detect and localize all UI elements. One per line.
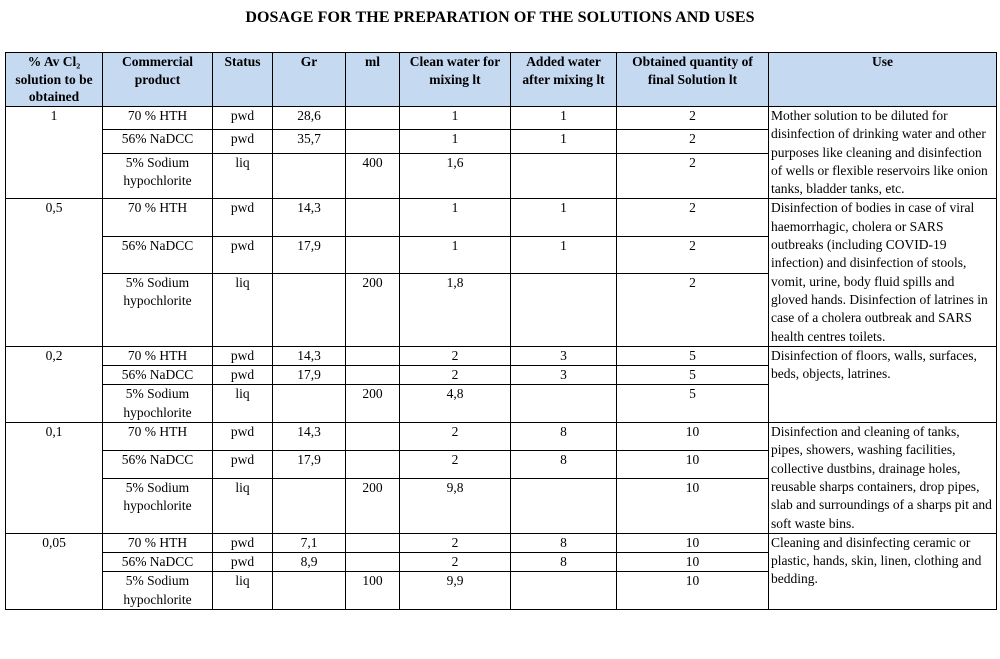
- table-row: [6, 346, 997, 365]
- obtained-quantity-cell: 5: [617, 346, 769, 365]
- product-cell: 56% NaDCC: [103, 366, 213, 385]
- status-cell: liq: [213, 385, 273, 423]
- added-water-cell: 1: [511, 130, 617, 153]
- obtained-quantity-cell: 2: [617, 153, 769, 199]
- concentration-cell: 0,1: [6, 423, 103, 534]
- product-cell: 56% NaDCC: [103, 451, 213, 479]
- use-cell: Mother solution to be diluted for disinfection of drinking water and other purposes like cleaning and disinfection of wells or flexible reservoirs like onion tanks, bladder tanks, etc.: [769, 107, 997, 199]
- clean-water-cell: 9,8: [400, 479, 511, 534]
- header-obtained-quantity: Obtained quantity of final Solution lt: [617, 53, 769, 107]
- concentration-cell: 0,5: [6, 199, 103, 346]
- header-concentration: % Av Cl₂ solution to be obtained: [6, 53, 103, 107]
- gr-cell: [273, 274, 346, 347]
- ml-cell: [346, 553, 400, 572]
- clean-water-cell: 1,8: [400, 274, 511, 347]
- status-cell: pwd: [213, 366, 273, 385]
- product-cell: 56% NaDCC: [103, 236, 213, 273]
- clean-water-cell: 9,9: [400, 572, 511, 610]
- ml-cell: [346, 107, 400, 130]
- dosage-table: [5, 52, 997, 610]
- ml-cell: [346, 236, 400, 273]
- added-water-cell: 8: [511, 451, 617, 479]
- product-cell: 5% Sodium hypochlorite: [103, 153, 213, 199]
- added-water-cell: 3: [511, 346, 617, 365]
- ml-cell: [346, 533, 400, 552]
- header-status: Status: [213, 53, 273, 107]
- status-cell: liq: [213, 153, 273, 199]
- status-cell: liq: [213, 274, 273, 347]
- added-water-cell: 1: [511, 107, 617, 130]
- clean-water-cell: 2: [400, 346, 511, 365]
- gr-cell: 14,3: [273, 199, 346, 236]
- ml-cell: [346, 451, 400, 479]
- added-water-cell: [511, 385, 617, 423]
- added-water-cell: 1: [511, 199, 617, 236]
- header-clean-water: Clean water for mixing lt: [400, 53, 511, 107]
- gr-cell: 14,3: [273, 346, 346, 365]
- obtained-quantity-cell: 5: [617, 366, 769, 385]
- gr-cell: [273, 572, 346, 610]
- concentration-cell: 1: [6, 107, 103, 199]
- product-cell: 5% Sodium hypochlorite: [103, 572, 213, 610]
- status-cell: pwd: [213, 423, 273, 451]
- obtained-quantity-cell: 2: [617, 274, 769, 347]
- added-water-cell: 1: [511, 236, 617, 273]
- ml-cell: 200: [346, 274, 400, 347]
- clean-water-cell: 2: [400, 423, 511, 451]
- added-water-cell: [511, 479, 617, 534]
- obtained-quantity-cell: 2: [617, 130, 769, 153]
- ml-cell: [346, 346, 400, 365]
- table-row: [6, 423, 997, 451]
- product-cell: 70 % HTH: [103, 107, 213, 130]
- obtained-quantity-cell: 10: [617, 423, 769, 451]
- added-water-cell: 8: [511, 533, 617, 552]
- product-cell: 70 % HTH: [103, 423, 213, 451]
- status-cell: pwd: [213, 199, 273, 236]
- product-cell: 70 % HTH: [103, 199, 213, 236]
- gr-cell: 8,9: [273, 553, 346, 572]
- ml-cell: 400: [346, 153, 400, 199]
- obtained-quantity-cell: 5: [617, 385, 769, 423]
- clean-water-cell: 4,8: [400, 385, 511, 423]
- gr-cell: 17,9: [273, 236, 346, 273]
- gr-cell: 35,7: [273, 130, 346, 153]
- obtained-quantity-cell: 2: [617, 199, 769, 236]
- added-water-cell: [511, 572, 617, 610]
- gr-cell: [273, 479, 346, 534]
- header-gr: Gr: [273, 53, 346, 107]
- product-cell: 56% NaDCC: [103, 553, 213, 572]
- obtained-quantity-cell: 10: [617, 553, 769, 572]
- status-cell: liq: [213, 479, 273, 534]
- table-row: [6, 533, 997, 552]
- clean-water-cell: 2: [400, 533, 511, 552]
- added-water-cell: [511, 153, 617, 199]
- clean-water-cell: 2: [400, 451, 511, 479]
- concentration-cell: 0,05: [6, 533, 103, 609]
- status-cell: pwd: [213, 533, 273, 552]
- header-added-water: Added water after mixing lt: [511, 53, 617, 107]
- ml-cell: [346, 199, 400, 236]
- ml-cell: 100: [346, 572, 400, 610]
- gr-cell: [273, 153, 346, 199]
- gr-cell: 14,3: [273, 423, 346, 451]
- page-title: DOSAGE FOR THE PREPARATION OF THE SOLUTIONS AND USES: [245, 9, 755, 26]
- product-cell: 5% Sodium hypochlorite: [103, 274, 213, 347]
- use-cell: Cleaning and disinfecting ceramic or plastic, hands, skin, linen, clothing and bedding.: [769, 533, 997, 609]
- clean-water-cell: 2: [400, 366, 511, 385]
- table-row: [6, 107, 997, 130]
- obtained-quantity-cell: 2: [617, 107, 769, 130]
- gr-cell: 7,1: [273, 533, 346, 552]
- header-ml: ml: [346, 53, 400, 107]
- obtained-quantity-cell: 10: [617, 533, 769, 552]
- obtained-quantity-cell: 10: [617, 572, 769, 610]
- header-product: Commercial product: [103, 53, 213, 107]
- status-cell: pwd: [213, 451, 273, 479]
- header-row: [6, 53, 997, 107]
- clean-water-cell: 1: [400, 130, 511, 153]
- status-cell: liq: [213, 572, 273, 610]
- product-cell: 5% Sodium hypochlorite: [103, 479, 213, 534]
- ml-cell: 200: [346, 479, 400, 534]
- gr-cell: [273, 385, 346, 423]
- added-water-cell: 8: [511, 553, 617, 572]
- status-cell: pwd: [213, 346, 273, 365]
- product-cell: 70 % HTH: [103, 346, 213, 365]
- status-cell: pwd: [213, 107, 273, 130]
- use-cell: Disinfection and cleaning of tanks, pipes, showers, washing facilities, collective dustbins, drainage holes, reusable sharps containers, drop pipes, slab and surroundings of a sharps pit and soft waste bins.: [769, 423, 997, 534]
- product-cell: 70 % HTH: [103, 533, 213, 552]
- clean-water-cell: 2: [400, 553, 511, 572]
- obtained-quantity-cell: 10: [617, 451, 769, 479]
- clean-water-cell: 1: [400, 199, 511, 236]
- ml-cell: [346, 366, 400, 385]
- ml-cell: 200: [346, 385, 400, 423]
- gr-cell: 17,9: [273, 366, 346, 385]
- ml-cell: [346, 130, 400, 153]
- status-cell: pwd: [213, 236, 273, 273]
- status-cell: pwd: [213, 553, 273, 572]
- use-cell: Disinfection of floors, walls, surfaces, beds, objects, latrines.: [769, 346, 997, 422]
- header-use: Use: [769, 53, 997, 107]
- ml-cell: [346, 423, 400, 451]
- product-cell: 56% NaDCC: [103, 130, 213, 153]
- dosage-body: [6, 107, 997, 610]
- gr-cell: 17,9: [273, 451, 346, 479]
- added-water-cell: 8: [511, 423, 617, 451]
- table-row: [6, 199, 997, 236]
- gr-cell: 28,6: [273, 107, 346, 130]
- product-cell: 5% Sodium hypochlorite: [103, 385, 213, 423]
- obtained-quantity-cell: 2: [617, 236, 769, 273]
- status-cell: pwd: [213, 130, 273, 153]
- use-cell: Disinfection of bodies in case of viral haemorrhagic, cholera or SARS outbreaks (including COVID-19 infection) and disinfection of stools, vomit, urine, body fluid spills and gloved hands. Disinfection of latrines in case of a cholera outbreak and SARS health centres toilets.: [769, 199, 997, 346]
- clean-water-cell: 1: [400, 107, 511, 130]
- clean-water-cell: 1,6: [400, 153, 511, 199]
- concentration-cell: 0,2: [6, 346, 103, 422]
- obtained-quantity-cell: 10: [617, 479, 769, 534]
- added-water-cell: [511, 274, 617, 347]
- clean-water-cell: 1: [400, 236, 511, 273]
- added-water-cell: 3: [511, 366, 617, 385]
